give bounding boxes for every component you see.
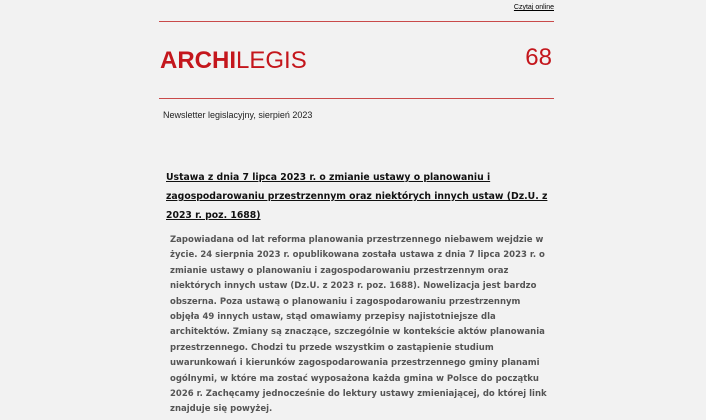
logo-light-part: LEGIS [236,47,307,74]
header-bottom-divider [159,98,554,99]
article-body: Zapowiadana od lat reforma planowania przestrzennego niebawem wejdzie w życie. 24 sierpnia 2023 r. opublikowana została ustawa z dnia 7 lipca 2023 r. o zmianie ustawy o planowaniu i zagospodarowaniu przestrzennym oraz niektórych innych ustaw (Dz.U. z 2023 r. poz. 1688). Nowelizacja jest bardzo obszerna. Poza ustawą o planowaniu i zagospodarowaniu przestrzennym objęła 49 innych ustaw, stąd omawiamy przepisy najistotniejsze dla architektów. Zmiany są znaczące, szczególnie w kontekście aktów planowania przestrzennego. Chodzi tu przede wszystkim o zastąpienie studium uwarunkowań i kierunków zagospodarowania przestrzennego gminy planami ogólnymi, w które ma zostać wyposażona każda gmina w Polsce do początku 2026 r. Zachęcamy jednocześnie do lektury ustawy zmieniającej, do której link znajduje się powyżej. [170,235,547,415]
article-headline-link[interactable]: Ustawa z dnia 7 lipca 2023 r. o zmianie ustawy o planowaniu i zagospodarowaniu przestrzennym oraz niektórych innych ustaw (Dz.U. z 2023 r. poz. 1688) [166,172,548,221]
read-online-link[interactable]: Czytaj online [513,4,554,11]
header-top-divider [159,21,554,22]
archilegis-logo [160,48,307,74]
newsletter-subtitle: Newsletter legislacyjny, sierpień 2023 [163,110,313,120]
issue-number: 68 [525,44,552,71]
logo-bold-part: ARCHI [160,47,236,74]
